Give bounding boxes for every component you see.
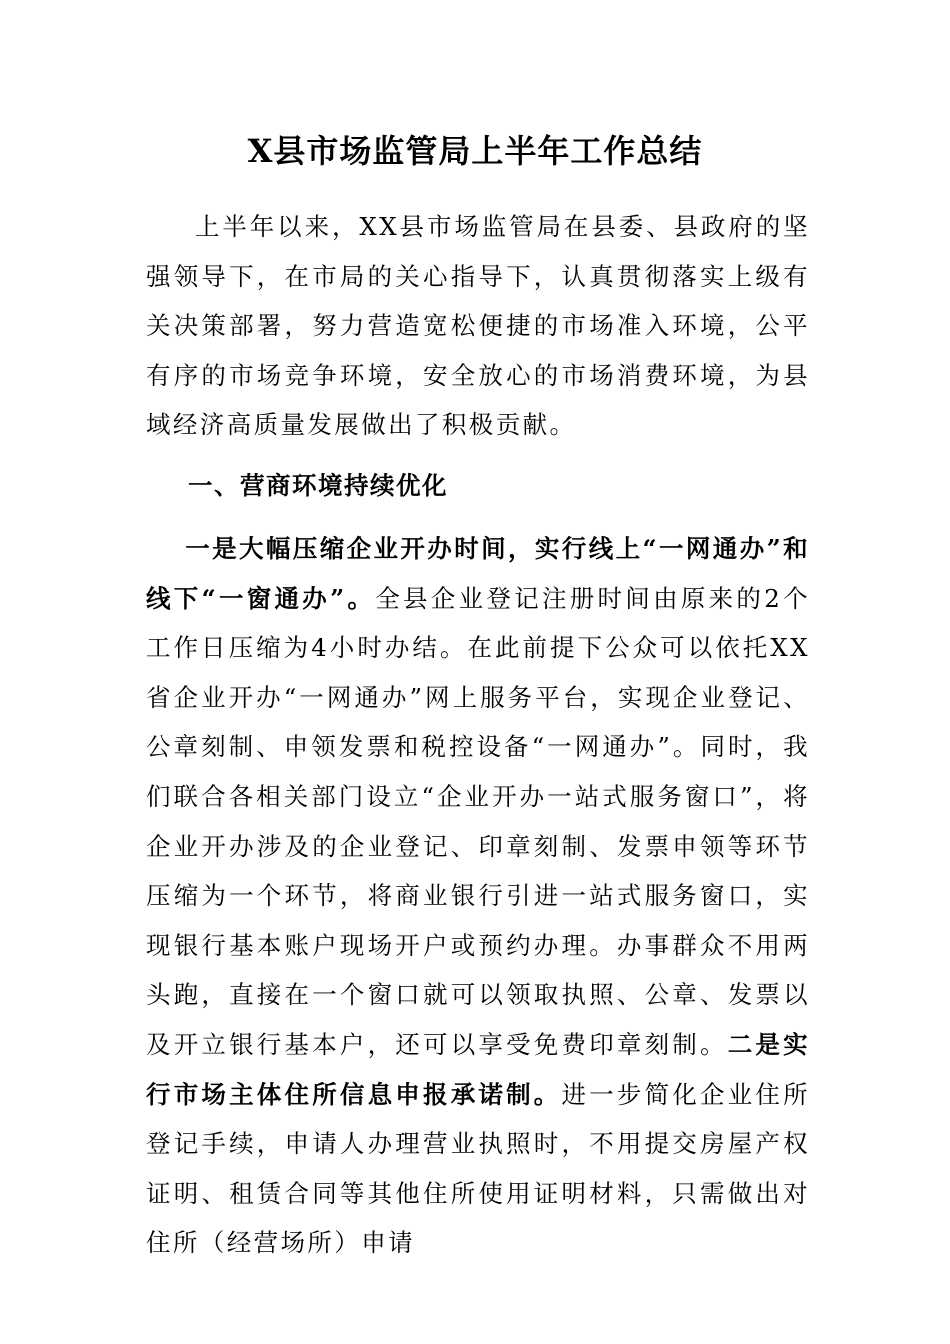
- section-heading: 一、营商环境持续优化: [188, 471, 448, 500]
- body-text-1: 全县企业登记注册时间由原来的2个工作日压缩为4小时办结。在此前提下公众可以依托XX省企业开办“一网通办”网上服务平台，实现企业登记、公章刻制、申领发票和税控设备“一网通办”。同时，我们联合各相关部门设立“企业开办一站式服务窗口”，将企业开办涉及的企业登记、印章刻制、发票申领等环节压缩为一个环节，将商业银行引进一站式服务窗口，实现银行基本账户现场开户或预约办理。办事群众不用两头跑，直接在一个窗口就可以领取执照、公章、发票以及开立银行基本户，还可以享受免费印章刻制。: [146, 583, 810, 1059]
- document-title: X县市场监管局上半年工作总结: [247, 132, 703, 170]
- bold-lead-1: 一是大幅压缩企业开办时间，实行线上“一网通办”和线下“一窗通办”。: [146, 534, 810, 613]
- intro-paragraph: 上半年以来，XX县市场监管局在县委、县政府的坚强领导下，在市局的关心指导下，认真贯彻落实上级有关决策部署，努力营造宽松便捷的市场准入环境，公平有序的市场竞争环境，安全放心的市场消费环境，为县域经济高质量发展做出了积极贡献。: [146, 212, 810, 440]
- section-paragraph: [146, 524, 810, 1268]
- bold-lead-2: 二是实行市场主体住所信息申报承诺制。: [146, 1029, 811, 1109]
- body-text-2: 进一步简化企业住所登记手续，申请人办理营业执照时，不用提交房屋产权证明、租赁合同等其他住所使用证明材料，只需做出对住所（经营场所）申请: [146, 1079, 810, 1258]
